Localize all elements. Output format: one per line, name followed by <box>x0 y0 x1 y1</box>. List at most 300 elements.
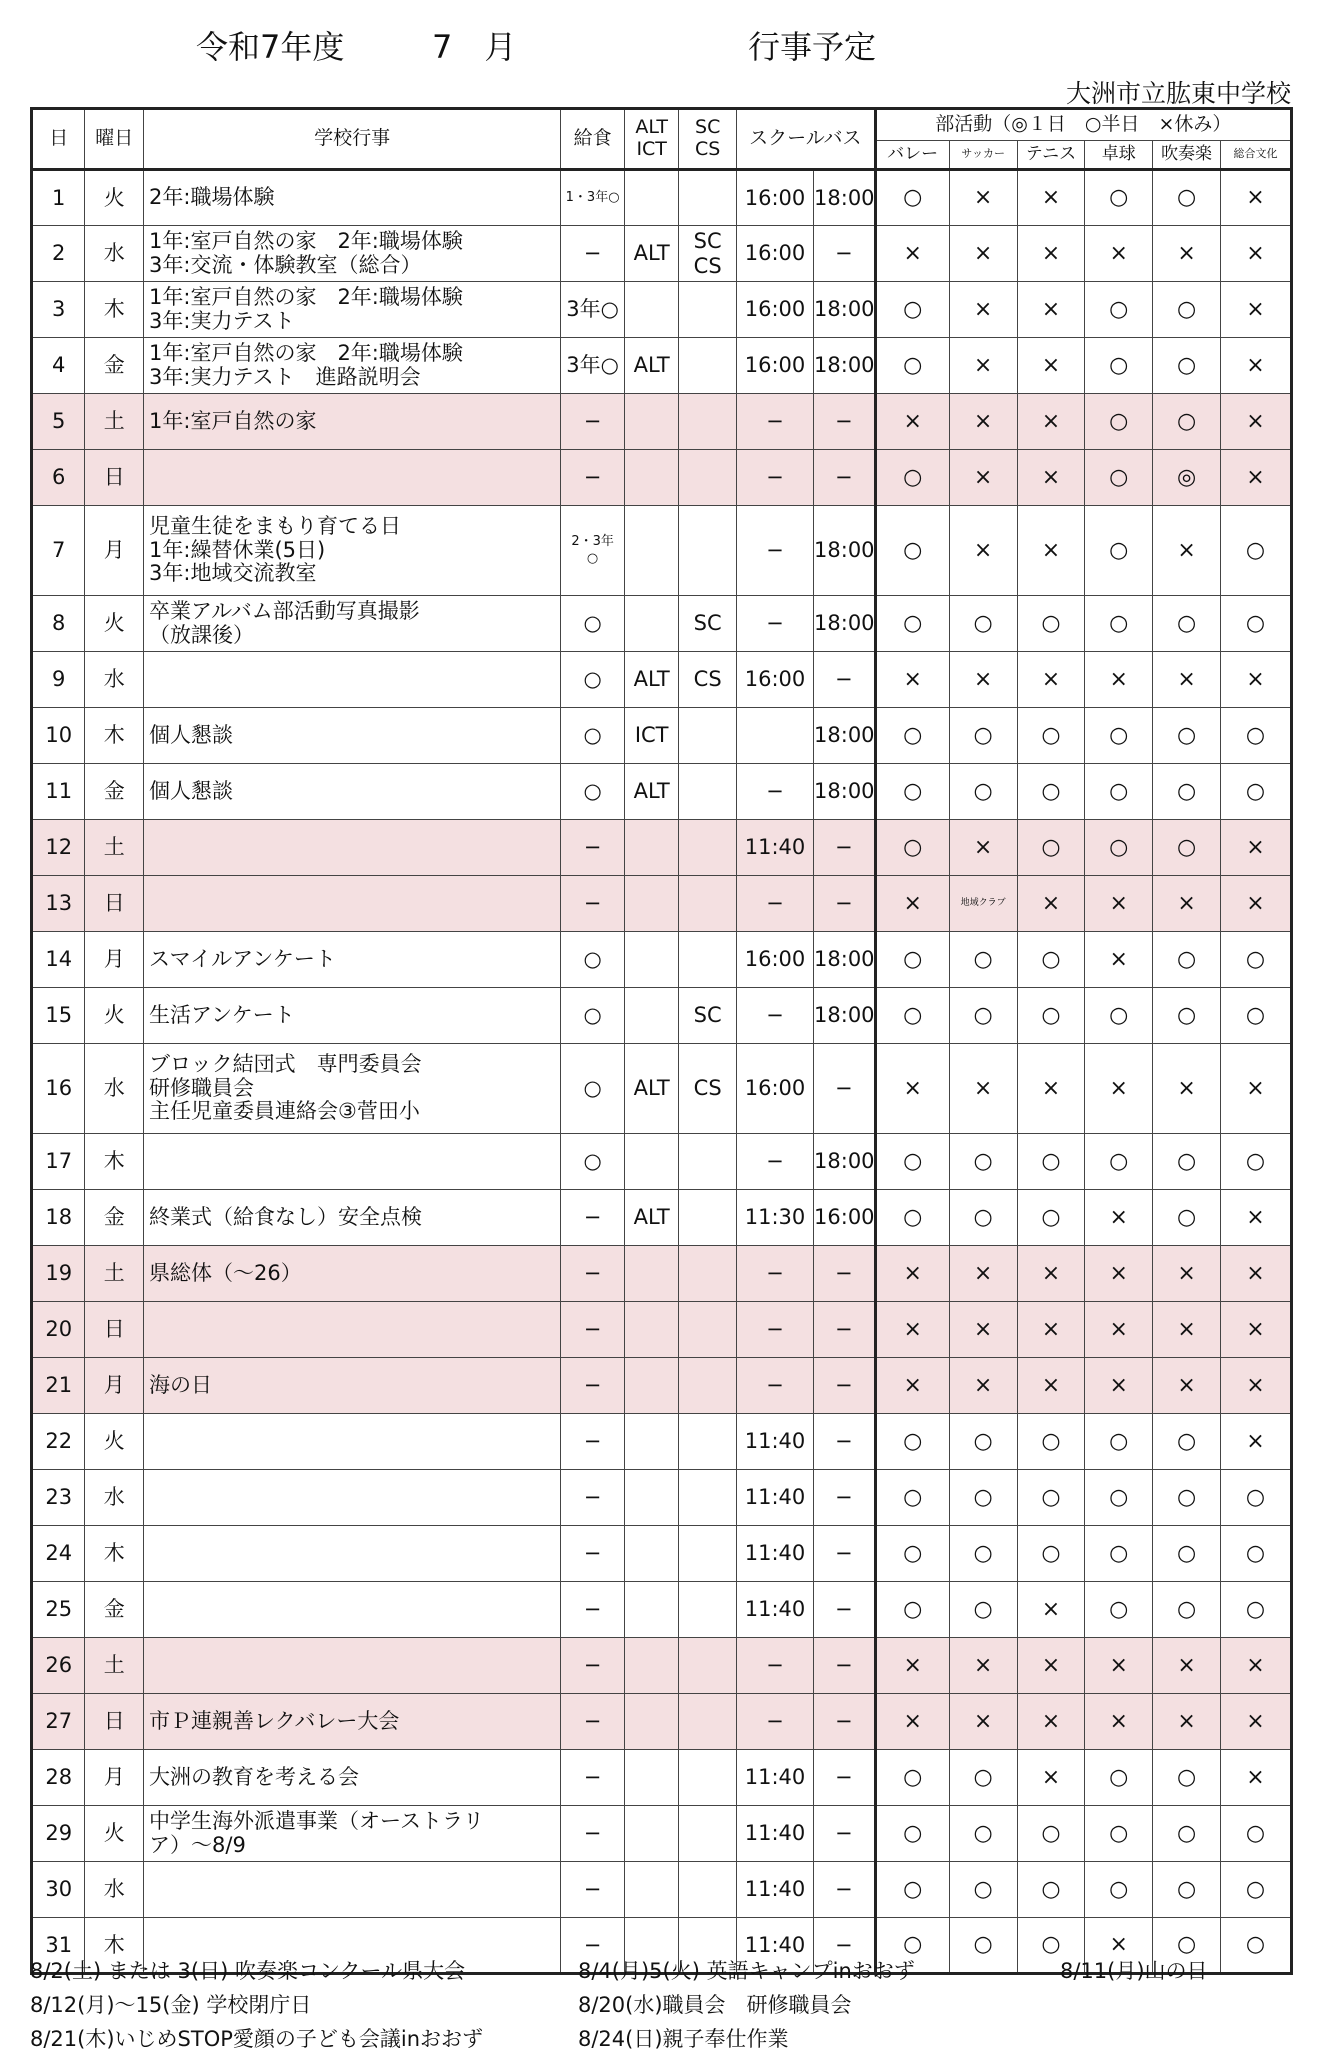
month-label: 7 月 <box>432 28 517 66</box>
table-row <box>32 1044 1292 1134</box>
club-mark-cell: ○ <box>875 506 949 596</box>
club-mark-cell: ○ <box>1017 1862 1085 1918</box>
lunch-cell: ○ <box>561 1134 625 1190</box>
club-culture: 総合文化 <box>1220 141 1291 170</box>
day-cell: 5 <box>32 394 85 450</box>
club-mark-cell: ○ <box>949 1862 1017 1918</box>
club-mark-cell: ○ <box>1017 1470 1085 1526</box>
bus-1-cell: 11:40 <box>736 1806 813 1862</box>
lunch-cell: ○ <box>561 764 625 820</box>
bus-1-cell <box>736 708 813 764</box>
alt-ict-cell: ALT <box>624 652 678 708</box>
club-mark-cell: × <box>1153 506 1221 596</box>
club-mark-cell: ○ <box>1220 1862 1291 1918</box>
club-mark-cell: × <box>1085 226 1153 282</box>
club-mark-cell: × <box>1085 1918 1153 1974</box>
club-mark-cell: ○ <box>1153 1414 1221 1470</box>
weekday-cell: 月 <box>85 506 144 596</box>
lunch-cell: ○ <box>561 1044 625 1134</box>
note-item: 8/20(水)職員会 研修職員会 <box>578 1993 852 2017</box>
sc-cs-cell <box>679 932 737 988</box>
club-mark-cell: × <box>1017 1044 1085 1134</box>
note-line <box>30 2023 1300 2057</box>
event-cell: 児童生徒をまもり育てる日 1年:繰替休業(5日) 3年:地域交流教室 <box>144 506 561 596</box>
bus-1-cell: 16:00 <box>736 652 813 708</box>
sc-cs-cell: CS <box>679 652 737 708</box>
club-mark-cell: ○ <box>1017 708 1085 764</box>
day-cell: 31 <box>32 1918 85 1974</box>
alt-ict-cell <box>624 988 678 1044</box>
sc-cs-cell <box>679 1806 737 1862</box>
event-cell: 2年:職場体験 <box>144 170 561 226</box>
club-mark-cell: ○ <box>1017 1134 1085 1190</box>
day-cell: 26 <box>32 1638 85 1694</box>
table-row <box>32 1806 1292 1862</box>
day-cell: 19 <box>32 1246 85 1302</box>
alt-ict-cell <box>624 1806 678 1862</box>
alt-ict-cell <box>624 932 678 988</box>
club-mark-cell: ○ <box>1220 1806 1291 1862</box>
bus-1-cell: 11:40 <box>736 1862 813 1918</box>
bus-2-cell: 18:00 <box>814 988 876 1044</box>
club-mark-cell: ○ <box>1220 1582 1291 1638</box>
note-item: 8/12(月)〜15(金) 学校閉庁日 <box>30 1993 312 2017</box>
day-cell: 18 <box>32 1190 85 1246</box>
bus-2-cell: − <box>814 450 876 506</box>
day-cell: 2 <box>32 226 85 282</box>
club-mark-cell: ○ <box>1085 450 1153 506</box>
event-cell: 海の日 <box>144 1358 561 1414</box>
club-brass-band: 吹奏楽 <box>1153 141 1221 170</box>
bus-2-cell: − <box>814 652 876 708</box>
weekday-cell: 日 <box>85 1694 144 1750</box>
event-cell <box>144 450 561 506</box>
club-mark-cell: × <box>1220 1414 1291 1470</box>
event-cell: ブロック結団式 専門委員会 研修職員会 主任児童委員連絡会③菅田小 <box>144 1044 561 1134</box>
weekday-cell: 火 <box>85 170 144 226</box>
weekday-cell: 水 <box>85 652 144 708</box>
day-cell: 14 <box>32 932 85 988</box>
club-mark-cell: ○ <box>1220 596 1291 652</box>
club-mark-cell: ○ <box>1153 1918 1221 1974</box>
event-cell <box>144 1134 561 1190</box>
bus-2-cell: − <box>814 1806 876 1862</box>
sc-cs-cell <box>679 1526 737 1582</box>
note-item: 8/4(月)5(火) 英語キャンプinおおず <box>578 1959 915 1983</box>
day-cell: 6 <box>32 450 85 506</box>
table-row <box>32 1246 1292 1302</box>
alt-ict-cell: ALT <box>624 764 678 820</box>
table-row <box>32 338 1292 394</box>
event-cell: スマイルアンケート <box>144 932 561 988</box>
bus-2-cell: − <box>814 1582 876 1638</box>
club-mark-cell: ○ <box>875 932 949 988</box>
lunch-cell: − <box>561 1862 625 1918</box>
lunch-cell: 1・3年○ <box>561 170 625 226</box>
table-row <box>32 1694 1292 1750</box>
day-cell: 9 <box>32 652 85 708</box>
weekday-cell: 木 <box>85 708 144 764</box>
bus-2-cell: − <box>814 1638 876 1694</box>
alt-ict-cell <box>624 1470 678 1526</box>
table-row <box>32 708 1292 764</box>
alt-ict-cell <box>624 1694 678 1750</box>
bus-1-cell: − <box>736 1302 813 1358</box>
sc-cs-cell <box>679 1694 737 1750</box>
club-mark-cell: ○ <box>1085 1806 1153 1862</box>
bus-2-cell: 18:00 <box>814 1134 876 1190</box>
lunch-cell: − <box>561 876 625 932</box>
club-volleyball: バレー <box>875 141 949 170</box>
lunch-cell: − <box>561 820 625 876</box>
table-row <box>32 1750 1292 1806</box>
weekday-cell: 木 <box>85 282 144 338</box>
club-mark-cell: × <box>1085 1190 1153 1246</box>
sc-cs-cell: SC <box>679 596 737 652</box>
bus-1-cell: 11:40 <box>736 1470 813 1526</box>
club-mark-cell: × <box>1017 652 1085 708</box>
club-mark-cell: × <box>1220 1302 1291 1358</box>
lunch-cell: − <box>561 226 625 282</box>
club-mark-cell: ○ <box>1085 596 1153 652</box>
club-mark-cell: ○ <box>875 1582 949 1638</box>
day-cell: 8 <box>32 596 85 652</box>
lunch-cell: ○ <box>561 708 625 764</box>
event-cell <box>144 1414 561 1470</box>
col-weekday: 曜日 <box>85 109 144 170</box>
club-mark-cell: ○ <box>875 170 949 226</box>
event-cell: 大洲の教育を考える会 <box>144 1750 561 1806</box>
club-mark-cell: × <box>1220 820 1291 876</box>
event-cell <box>144 652 561 708</box>
club-mark-cell: ○ <box>1085 820 1153 876</box>
lunch-cell: − <box>561 1750 625 1806</box>
club-mark-cell: ○ <box>1220 1918 1291 1974</box>
club-mark-cell: × <box>949 170 1017 226</box>
day-cell: 11 <box>32 764 85 820</box>
club-mark-cell: ○ <box>875 1862 949 1918</box>
club-mark-cell: × <box>1153 876 1221 932</box>
weekday-cell: 火 <box>85 596 144 652</box>
sc-cs-cell <box>679 282 737 338</box>
table-row <box>32 876 1292 932</box>
club-mark-cell: × <box>1220 170 1291 226</box>
club-mark-cell: ○ <box>1220 764 1291 820</box>
table-row <box>32 988 1292 1044</box>
club-mark-cell: ○ <box>1220 932 1291 988</box>
club-mark-cell: ○ <box>1153 596 1221 652</box>
bus-1-cell: − <box>736 1134 813 1190</box>
club-mark-cell: ○ <box>1017 988 1085 1044</box>
table-row <box>32 226 1292 282</box>
lunch-cell: ○ <box>561 932 625 988</box>
club-mark-cell: × <box>1220 1638 1291 1694</box>
club-mark-cell: × <box>1220 652 1291 708</box>
club-mark-cell: ○ <box>1085 282 1153 338</box>
club-mark-cell: × <box>1017 1638 1085 1694</box>
lunch-cell: − <box>561 1246 625 1302</box>
table-row <box>32 1470 1292 1526</box>
lunch-cell: 3年○ <box>561 282 625 338</box>
sc-cs-cell: CS <box>679 1044 737 1134</box>
club-mark-cell: ○ <box>1085 708 1153 764</box>
bus-1-cell: − <box>736 450 813 506</box>
sc-cs-cell <box>679 1862 737 1918</box>
event-cell: 個人懇談 <box>144 708 561 764</box>
bus-2-cell: 18:00 <box>814 708 876 764</box>
club-mark-cell: ○ <box>949 988 1017 1044</box>
sc-cs-cell: SC <box>679 988 737 1044</box>
table-row <box>32 820 1292 876</box>
day-cell: 12 <box>32 820 85 876</box>
club-tennis: テニス <box>1017 141 1085 170</box>
alt-ict-cell: ALT <box>624 1190 678 1246</box>
alt-ict-cell: ICT <box>624 708 678 764</box>
bus-2-cell: − <box>814 1750 876 1806</box>
club-mark-cell: × <box>1017 1358 1085 1414</box>
club-mark-cell: ○ <box>1153 282 1221 338</box>
club-mark-cell: × <box>949 820 1017 876</box>
club-mark-cell: ○ <box>875 1470 949 1526</box>
club-mark-cell: × <box>875 1358 949 1414</box>
bus-1-cell: − <box>736 988 813 1044</box>
club-mark-cell: × <box>1085 1302 1153 1358</box>
club-mark-cell: ○ <box>1085 394 1153 450</box>
bus-1-cell: 11:40 <box>736 1918 813 1974</box>
club-mark-cell: ○ <box>1017 1190 1085 1246</box>
sc-cs-cell <box>679 1246 737 1302</box>
table-row <box>32 1638 1292 1694</box>
club-mark-cell: ○ <box>875 338 949 394</box>
club-mark-cell: × <box>1220 338 1291 394</box>
event-cell <box>144 1638 561 1694</box>
club-mark-cell: × <box>1220 1044 1291 1134</box>
club-soccer: サッカー <box>949 141 1017 170</box>
lunch-cell: − <box>561 1694 625 1750</box>
club-mark-cell: × <box>949 282 1017 338</box>
club-mark-cell: ○ <box>875 820 949 876</box>
day-cell: 24 <box>32 1526 85 1582</box>
day-cell: 27 <box>32 1694 85 1750</box>
col-lunch: 給食 <box>561 109 625 170</box>
col-events: 学校行事 <box>144 109 561 170</box>
day-cell: 28 <box>32 1750 85 1806</box>
day-cell: 3 <box>32 282 85 338</box>
club-mark-cell: × <box>1017 450 1085 506</box>
table-row <box>32 1862 1292 1918</box>
club-mark-cell: ○ <box>949 1414 1017 1470</box>
alt-ict-cell <box>624 1638 678 1694</box>
event-cell <box>144 1582 561 1638</box>
lunch-cell: − <box>561 1582 625 1638</box>
club-mark-cell: ○ <box>949 708 1017 764</box>
table-row <box>32 1134 1292 1190</box>
event-cell: 終業式（給食なし）安全点検 <box>144 1190 561 1246</box>
weekday-cell: 木 <box>85 1134 144 1190</box>
school-name: 大洲市立肱東中学校 <box>1065 79 1291 108</box>
bus-1-cell: 11:40 <box>736 1414 813 1470</box>
club-mark-cell: ○ <box>1017 1806 1085 1862</box>
alt-ict-cell <box>624 1358 678 1414</box>
weekday-cell: 木 <box>85 1526 144 1582</box>
sc-cs-cell <box>679 1582 737 1638</box>
notes <box>30 1955 1300 2057</box>
note-line <box>30 1989 1300 2023</box>
alt-ict-cell <box>624 876 678 932</box>
club-mark-cell: ○ <box>949 1806 1017 1862</box>
club-mark-cell: ○ <box>1220 1470 1291 1526</box>
weekday-cell: 月 <box>85 1358 144 1414</box>
col-day: 日 <box>32 109 85 170</box>
bus-1-cell: − <box>736 1694 813 1750</box>
club-mark-cell: ○ <box>1017 596 1085 652</box>
day-cell: 15 <box>32 988 85 1044</box>
sc-cs-cell <box>679 338 737 394</box>
weekday-cell: 金 <box>85 1582 144 1638</box>
club-mark-cell: 地域クラブ <box>949 876 1017 932</box>
club-mark-cell: ○ <box>1085 170 1153 226</box>
col-sc-cs: SC CS <box>679 109 737 170</box>
club-mark-cell: × <box>1085 1638 1153 1694</box>
sc-cs-cell <box>679 764 737 820</box>
weekday-cell: 木 <box>85 1918 144 1974</box>
day-cell: 17 <box>32 1134 85 1190</box>
club-mark-cell: × <box>875 1694 949 1750</box>
alt-ict-cell <box>624 1526 678 1582</box>
page-title: 行事予定 <box>748 28 877 66</box>
club-mark-cell: × <box>1220 876 1291 932</box>
club-mark-cell: ○ <box>1153 170 1221 226</box>
club-mark-cell: ○ <box>1153 394 1221 450</box>
club-mark-cell: × <box>1017 170 1085 226</box>
lunch-cell: − <box>561 1358 625 1414</box>
club-mark-cell: × <box>1220 1358 1291 1414</box>
weekday-cell: 日 <box>85 876 144 932</box>
event-cell <box>144 1302 561 1358</box>
club-mark-cell: ○ <box>1153 1582 1221 1638</box>
club-mark-cell: × <box>1017 282 1085 338</box>
club-mark-cell: ○ <box>1017 764 1085 820</box>
bus-1-cell: − <box>736 1246 813 1302</box>
note-item: 8/11(月)山の日 <box>1060 1959 1208 1983</box>
club-mark-cell: ○ <box>949 1918 1017 1974</box>
club-mark-cell: ○ <box>875 1414 949 1470</box>
club-mark-cell: × <box>949 450 1017 506</box>
sc-cs-cell <box>679 820 737 876</box>
event-cell: 1年:室戸自然の家 2年:職場体験 3年:実力テスト 進路説明会 <box>144 338 561 394</box>
club-mark-cell: ○ <box>1153 764 1221 820</box>
weekday-cell: 土 <box>85 1246 144 1302</box>
table-row <box>32 506 1292 596</box>
weekday-cell: 月 <box>85 932 144 988</box>
club-mark-cell: ○ <box>1220 1134 1291 1190</box>
bus-2-cell: − <box>814 1470 876 1526</box>
club-mark-cell: × <box>1153 1358 1221 1414</box>
club-mark-cell: ○ <box>949 932 1017 988</box>
club-mark-cell: ○ <box>1085 1862 1153 1918</box>
alt-ict-cell: ALT <box>624 1044 678 1134</box>
club-mark-cell: × <box>1153 1302 1221 1358</box>
note-item: 8/21(木)いじめSTOP愛顔の子ども会議inおおず <box>30 2027 484 2051</box>
bus-1-cell: − <box>736 506 813 596</box>
bus-2-cell: − <box>814 1526 876 1582</box>
club-mark-cell: × <box>1220 1246 1291 1302</box>
weekday-cell: 日 <box>85 1302 144 1358</box>
club-mark-cell: × <box>1085 1358 1153 1414</box>
event-cell: 卒業アルバム部活動写真撮影 （放課後） <box>144 596 561 652</box>
club-mark-cell: ○ <box>1153 1750 1221 1806</box>
lunch-cell: − <box>561 1526 625 1582</box>
club-mark-cell: × <box>1085 876 1153 932</box>
club-mark-cell: × <box>1153 1044 1221 1134</box>
day-cell: 4 <box>32 338 85 394</box>
club-mark-cell: × <box>1085 932 1153 988</box>
club-table-tennis: 卓球 <box>1085 141 1153 170</box>
club-mark-cell: × <box>1085 1694 1153 1750</box>
club-mark-cell: × <box>1017 506 1085 596</box>
club-mark-cell: × <box>1085 1044 1153 1134</box>
club-mark-cell: ○ <box>1085 1414 1153 1470</box>
club-mark-cell: ○ <box>875 596 949 652</box>
sc-cs-cell <box>679 1470 737 1526</box>
weekday-cell: 火 <box>85 988 144 1044</box>
club-mark-cell: ○ <box>949 596 1017 652</box>
club-mark-cell: ○ <box>1085 764 1153 820</box>
sc-cs-cell: SC CS <box>679 226 737 282</box>
sc-cs-cell <box>679 1358 737 1414</box>
alt-ict-cell <box>624 450 678 506</box>
lunch-cell: 3年○ <box>561 338 625 394</box>
bus-1-cell: − <box>736 1638 813 1694</box>
table-row <box>32 596 1292 652</box>
weekday-cell: 日 <box>85 450 144 506</box>
day-cell: 29 <box>32 1806 85 1862</box>
club-mark-cell: × <box>1085 1246 1153 1302</box>
note-item: 8/2(土) または 3(日) 吹奏楽コンクール県大会 <box>30 1959 466 1983</box>
club-mark-cell: × <box>875 226 949 282</box>
weekday-cell: 水 <box>85 1470 144 1526</box>
club-mark-cell: × <box>1220 282 1291 338</box>
club-mark-cell: × <box>949 394 1017 450</box>
alt-ict-cell <box>624 506 678 596</box>
club-mark-cell: × <box>1220 450 1291 506</box>
club-mark-cell: ○ <box>1085 338 1153 394</box>
alt-ict-cell <box>624 1134 678 1190</box>
day-cell: 30 <box>32 1862 85 1918</box>
col-club-activities: 部活動（◎１日 ○半日 ×休み） <box>875 109 1291 141</box>
club-mark-cell: × <box>949 1302 1017 1358</box>
bus-2-cell: 18:00 <box>814 596 876 652</box>
bus-2-cell: 18:00 <box>814 506 876 596</box>
table-row <box>32 450 1292 506</box>
bus-1-cell: − <box>736 1358 813 1414</box>
bus-1-cell: 16:00 <box>736 338 813 394</box>
bus-1-cell: 16:00 <box>736 932 813 988</box>
club-mark-cell: × <box>1153 226 1221 282</box>
bus-1-cell: 11:40 <box>736 1526 813 1582</box>
weekday-cell: 土 <box>85 394 144 450</box>
club-mark-cell: ○ <box>949 1526 1017 1582</box>
sc-cs-cell <box>679 1750 737 1806</box>
event-cell: 1年:室戸自然の家 <box>144 394 561 450</box>
club-mark-cell: ○ <box>875 450 949 506</box>
club-mark-cell: × <box>1017 1246 1085 1302</box>
club-mark-cell: ○ <box>1085 1582 1153 1638</box>
club-mark-cell: ○ <box>1153 708 1221 764</box>
sc-cs-cell <box>679 1302 737 1358</box>
alt-ict-cell <box>624 1750 678 1806</box>
club-mark-cell: × <box>949 1638 1017 1694</box>
